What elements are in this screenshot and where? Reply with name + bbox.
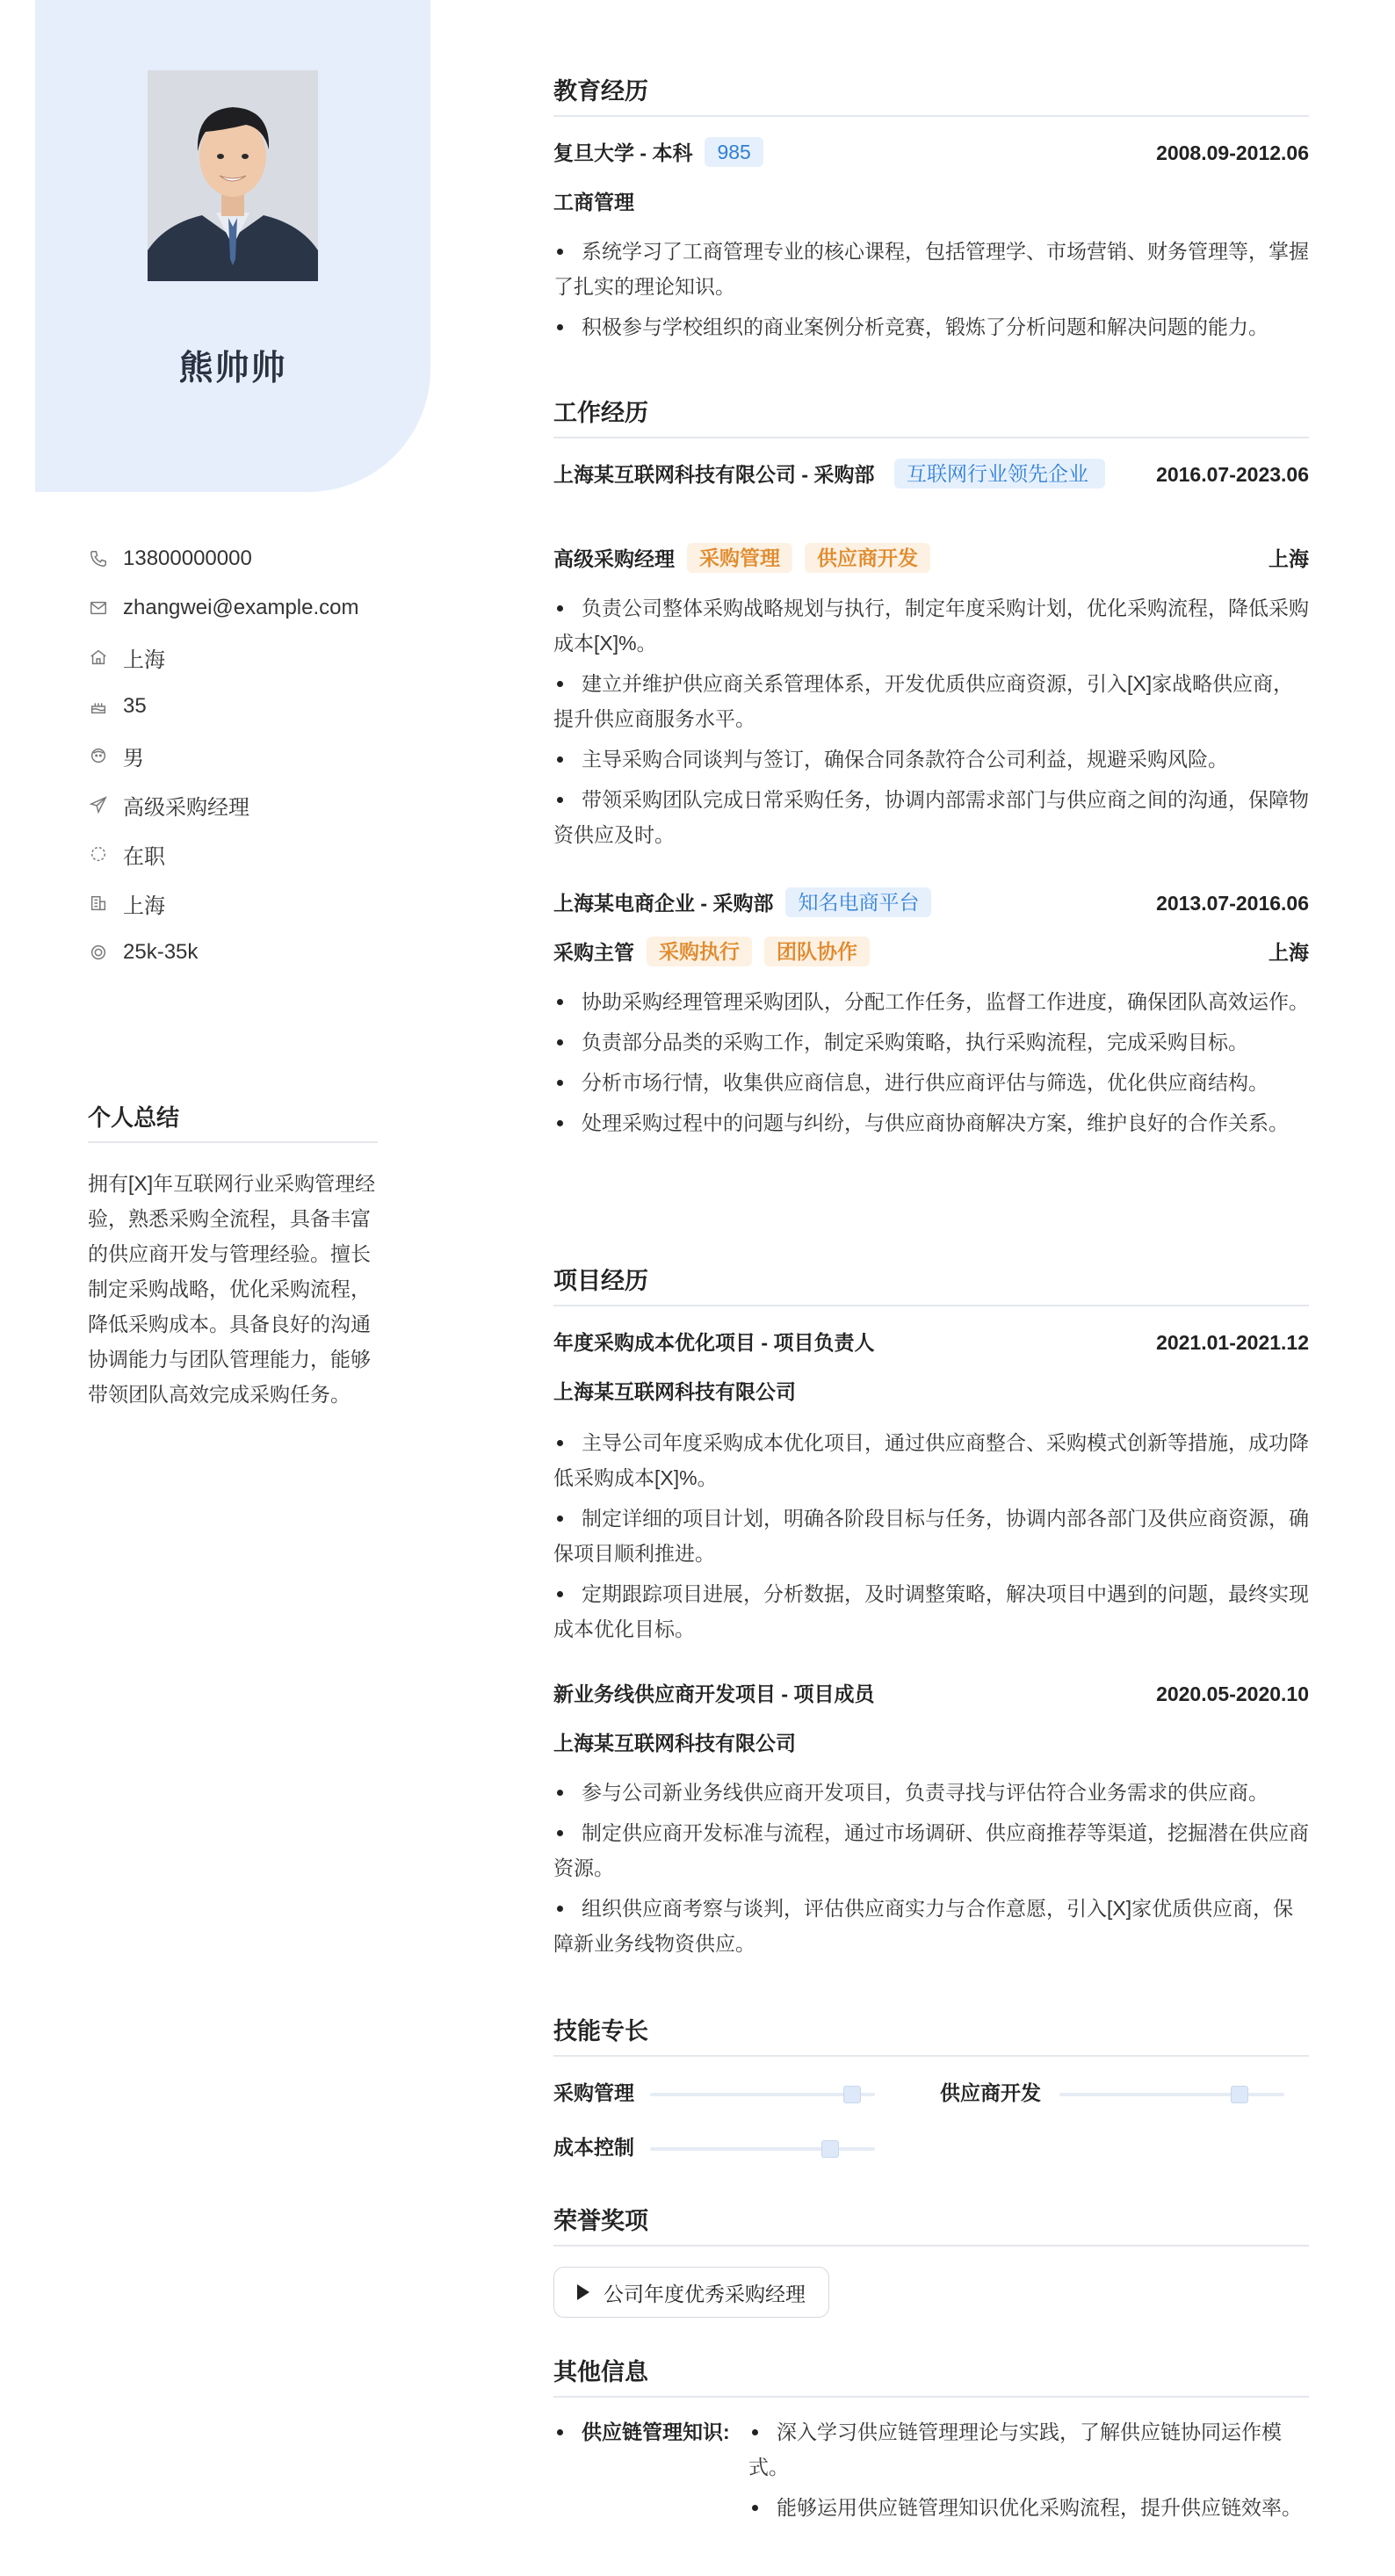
project-org: 上海某互联网科技有限公司 — [553, 1732, 796, 1755]
job-company: 上海某电商企业 - 采购部 — [553, 892, 774, 915]
profile-header — [35, 0, 430, 492]
salary-icon — [88, 942, 109, 963]
cake-icon — [88, 696, 109, 717]
job-1-header — [553, 459, 1309, 490]
job-company-tag: 知名电商平台 — [785, 887, 931, 917]
education-date: 2008.09-2012.06 — [1156, 141, 1309, 164]
skill-bar — [650, 2147, 875, 2151]
job-2-header — [553, 887, 1309, 919]
skill-name: 供应商开发 — [940, 2081, 1041, 2104]
info-text: 高级采购经理 — [123, 795, 249, 820]
project-1-org-row — [553, 1376, 1309, 1407]
project-name: 年度采购成本优化项目 - 项目负责人 — [553, 1331, 875, 1354]
list-item: 主导采购合同谈判与签订，确保合同条款符合公司利益，规避采购风险。 — [553, 742, 1309, 777]
job-date: 2016.07-2023.06 — [1156, 463, 1309, 486]
list-item: 系统学习了工商管理专业的核心课程，包括管理学、市场营销、财务管理等，掌握了扎实的理论知识。 — [553, 234, 1309, 304]
education-title: 教育经历 — [553, 72, 1309, 117]
info-text: 25k-35k — [123, 940, 199, 964]
major: 工商管理 — [553, 191, 634, 213]
skill-bar — [650, 2093, 875, 2096]
school-tag: 985 — [705, 137, 763, 167]
info-text: 13800000000 — [123, 546, 252, 570]
school-name: 复旦大学 - 本科 — [553, 141, 693, 164]
project-2-org-row — [553, 1727, 1309, 1759]
status-icon — [88, 843, 109, 865]
info-text: 上海 — [123, 894, 165, 918]
info-work-city — [88, 879, 359, 928]
job-location: 上海 — [1269, 941, 1309, 964]
other-title: 其他信息 — [553, 2353, 1309, 2398]
info-city — [88, 633, 359, 682]
skills-title: 技能专长 — [553, 2012, 1309, 2057]
play-icon — [577, 2284, 589, 2300]
job-2-role-row — [553, 937, 1309, 968]
info-gender — [88, 731, 359, 780]
job-1-role-row — [553, 543, 1309, 575]
info-text: 男 — [123, 746, 144, 771]
list-item: 负责部分品类的采购工作，制定采购策略，执行采购流程，完成采购目标。 — [553, 1024, 1309, 1060]
education-section — [553, 72, 1309, 117]
award-badge — [553, 2267, 829, 2318]
job-role: 高级采购经理 — [553, 547, 675, 570]
mail-icon — [88, 597, 109, 619]
skill-level-marker — [1231, 2086, 1248, 2103]
education-header — [553, 137, 1309, 169]
list-item: 处理采购过程中的问题与纠纷，与供应商协商解决方案，维护良好的合作关系。 — [553, 1105, 1309, 1140]
list-item: 能够运用供应链管理知识优化采购流程，提升供应链效率。 — [748, 2490, 1309, 2525]
info-age — [88, 682, 359, 731]
summary-section — [88, 1100, 378, 1412]
skill-bar — [1059, 2093, 1284, 2096]
list-item: 负责公司整体采购战略规划与执行，制定年度采购计划，优化采购流程，降低采购成本[X]%。 — [553, 590, 1309, 661]
phone-icon — [88, 548, 109, 569]
list-item: 制定供应商开发标准与流程，通过市场调研、供应商推荐等渠道，挖掘潜在供应商资源。 — [553, 1815, 1309, 1885]
skill-name: 成本控制 — [553, 2136, 634, 2159]
education-major-row — [553, 186, 1309, 218]
job-skill-tag: 团队协作 — [764, 937, 870, 966]
job-company: 上海某互联网科技有限公司 - 采购部 — [553, 463, 875, 486]
awards-section — [553, 2202, 1309, 2247]
project-2-bullets — [553, 1775, 1309, 1966]
skill-item — [553, 2131, 878, 2160]
list-item: 组织供应商考察与谈判，评估供应商实力与合作意愿，引入[X]家优质供应商，保障新业务线物资供应。 — [553, 1891, 1309, 1961]
summary-title: 个人总结 — [88, 1100, 378, 1143]
job-date: 2013.07-2016.06 — [1156, 892, 1309, 915]
award-label: 公司年度优秀采购经理 — [604, 2282, 806, 2305]
list-item: 带领采购团队完成日常采购任务，协调内部需求部门与供应商之间的沟通，保障物资供应及时。 — [553, 782, 1309, 852]
send-icon — [88, 794, 109, 815]
list-item: 分析市场行情，收集供应商信息，进行供应商评估与筛选，优化供应商结构。 — [553, 1065, 1309, 1100]
profile-name: 熊帅帅 — [178, 350, 287, 387]
info-phone — [88, 534, 359, 583]
info-text: 上海 — [123, 648, 165, 672]
project-org: 上海某互联网科技有限公司 — [553, 1380, 796, 1403]
project-2-header — [553, 1678, 1309, 1710]
skill-name: 采购管理 — [553, 2081, 634, 2104]
job-company-tag: 互联网行业领先企业 — [894, 459, 1105, 488]
info-text: 在职 — [123, 844, 165, 869]
job-location: 上海 — [1269, 547, 1309, 570]
awards-title: 荣誉奖项 — [553, 2202, 1309, 2247]
project-1-header — [553, 1327, 1309, 1358]
job-2-bullets — [553, 984, 1309, 1146]
list-item: 积极参与学校组织的商业案例分析竞赛，锻炼了分析问题和解决问题的能力。 — [553, 309, 1309, 344]
skill-level-marker — [843, 2086, 861, 2103]
list-item: 参与公司新业务线供应商开发项目，负责寻找与评估符合业务需求的供应商。 — [553, 1775, 1309, 1810]
info-status — [88, 829, 359, 879]
projects-section — [553, 1262, 1309, 1306]
list-item: 制定详细的项目计划，明确各阶段目标与任务，协调内部各部门及供应商资源，确保项目顺利推进。 — [553, 1501, 1309, 1571]
other-key: 供应链管理知识: — [582, 2414, 730, 2449]
job-skill-tag: 采购管理 — [687, 543, 792, 573]
job-skill-tag: 供应商开发 — [805, 543, 930, 573]
work-title: 工作经历 — [553, 394, 1309, 438]
info-email — [88, 583, 359, 633]
list-item: 定期跟踪项目进展，分析数据，及时调整策略，解决项目中遇到的问题，最终实现成本优化目标。 — [553, 1576, 1309, 1646]
other-section — [553, 2353, 1309, 2398]
job-1-bullets — [553, 590, 1309, 857]
skill-item — [553, 2077, 878, 2106]
avatar-illustration — [148, 70, 318, 281]
list-item: 协助采购经理管理采购团队，分配工作任务，监督工作进度，确保团队高效运作。 — [553, 984, 1309, 1019]
home-icon — [88, 647, 109, 668]
job-skill-tag: 采购执行 — [647, 937, 752, 966]
info-position — [88, 780, 359, 829]
other-bullets — [748, 2414, 1309, 2530]
info-salary — [88, 928, 359, 977]
skill-item — [940, 2077, 1291, 2106]
job-role: 采购主管 — [553, 941, 634, 964]
info-text: zhangwei@example.com — [123, 596, 359, 619]
info-text: 35 — [123, 694, 147, 718]
project-name: 新业务线供应商开发项目 - 项目成员 — [553, 1682, 875, 1705]
work-section — [553, 394, 1309, 438]
list-item: 主导公司年度采购成本优化项目，通过供应商整合、采购模式创新等措施，成功降低采购成本[X]%。 — [553, 1425, 1309, 1495]
summary-text: 拥有[X]年互联网行业采购管理经验，熟悉采购全流程，具备丰富的供应商开发与管理经验。擅长制定采购战略，优化采购流程，降低采购成本。具备良好的沟通协调能力与团队管理能力，能够带领团队高效完成采购任务。 — [88, 1172, 376, 1406]
projects-title: 项目经历 — [553, 1262, 1309, 1306]
skills-section — [553, 2012, 1309, 2057]
list-item: 建立并维护供应商关系管理体系，开发优质供应商资源，引入[X]家战略供应商，提升供应商服务水平。 — [553, 666, 1309, 736]
project-1-bullets — [553, 1425, 1309, 1652]
building-icon — [88, 893, 109, 914]
gender-icon — [88, 745, 109, 766]
sidebar — [0, 0, 492, 2576]
project-date: 2020.05-2020.10 — [1156, 1682, 1309, 1705]
skill-level-marker — [821, 2140, 839, 2158]
list-item: 深入学习供应链管理理论与实践，了解供应链协同运作模式。 — [748, 2414, 1309, 2485]
contact-info-list — [88, 534, 359, 977]
education-bullets — [553, 234, 1309, 350]
avatar — [148, 70, 318, 281]
project-date: 2021.01-2021.12 — [1156, 1331, 1309, 1354]
